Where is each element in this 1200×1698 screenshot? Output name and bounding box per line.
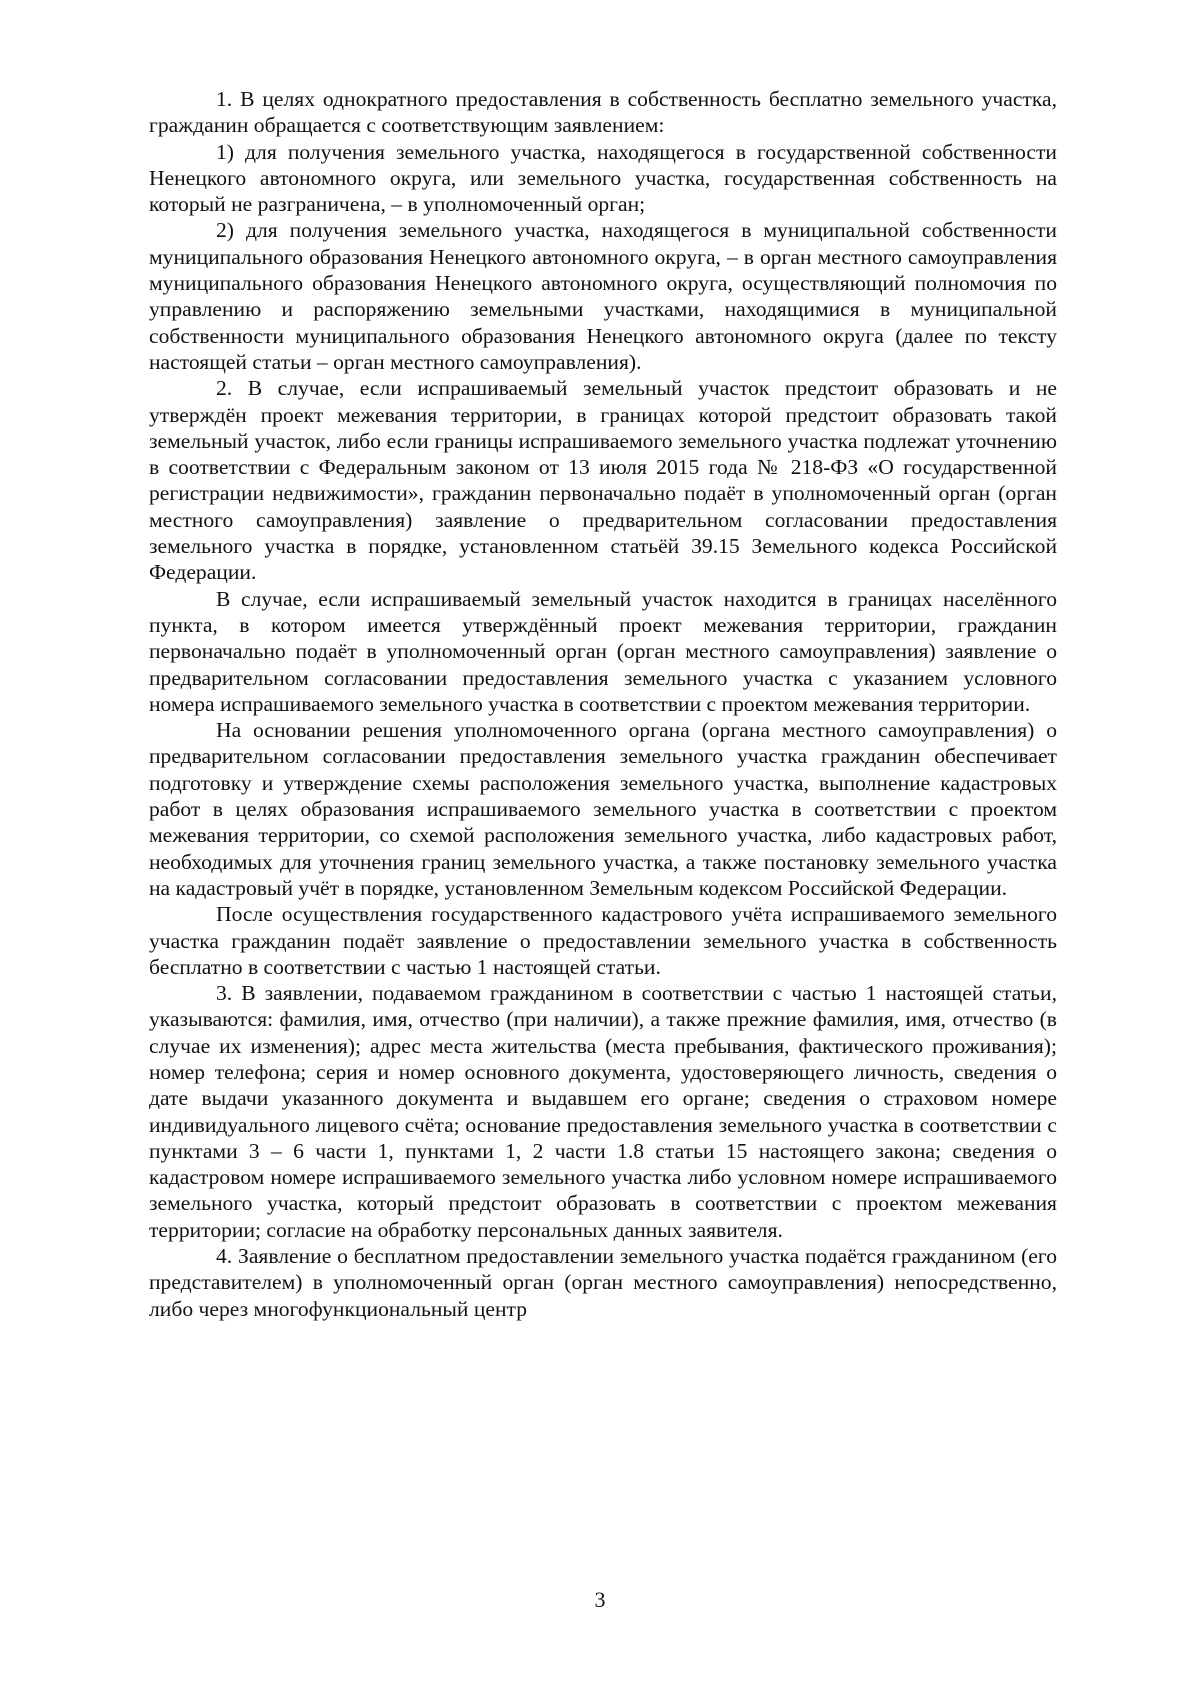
- paragraph-1-item-2: 2) для получения земельного участка, находящегося в муниципальной собственности муниципального образования Ненецкого автономного округа, – в орган местного самоуправления муниципального образования Ненецкого автономного округа, осуществляющий полномочия по управлению и распоряжению земельными участками, находящимися в муниципальной собственности муниципального образования Ненецкого автономного округа (далее по тексту настоящей статьи – орган местного самоуправления).: [149, 218, 1057, 374]
- paragraph-2-continued-c: После осуществления государственного кадастрового учёта испрашиваемого земельного участка гражданин подаёт заявление о предоставлении земельного участка в собственность бесплатно в соответствии с частью 1 настоящей статьи.: [149, 902, 1057, 979]
- paragraph-4: 4. Заявление о бесплатном предоставлении земельного участка подаётся гражданином (его представителем) в уполномоченный орган (орган местного самоуправления) непосредственно, либо через многофункциональный центр: [149, 1244, 1057, 1321]
- paragraph-3: 3. В заявлении, подаваемом гражданином в соответствии с частью 1 настоящей статьи, указываются: фамилия, имя, отчество (при наличии), а также прежние фамилия, имя, отчество (в случае их изменения); адрес места жительства (места пребывания, фактического проживания); номер телефона; серия и номер основного документа, удостоверяющего личность, сведения о дате выдачи указанного документа и выдавшем его органе; сведения о страховом номере индивидуального лицевого счёта; основание предоставления земельного участка в соответствии с пунктами 3 – 6 части 1, пунктами 1, 2 части 1.8 статьи 15 настоящего закона; сведения о кадастровом номере испрашиваемого земельного участка либо условном номере испрашиваемого земельного участка, который предстоит образовать в соответствии с проектом межевания территории; согласие на обработку персональных данных заявителя.: [149, 981, 1057, 1242]
- page-number: 3: [594, 1587, 606, 1612]
- paragraph-2-continued-b: На основании решения уполномоченного органа (органа местного самоуправления) о предварительном согласовании предоставления земельного участка гражданин обеспечивает подготовку и утверждение схемы расположения земельного участка, выполнение кадастровых работ в целях образования испрашиваемого земельного участка в соответствии с проектом межевания территории, со схемой расположения земельного участка, либо кадастровых работ, необходимых для уточнения границ земельного участка, а также постановку земельного участка на кадастровый учёт в порядке, установленном Земельным кодексом Российской Федерации.: [149, 718, 1057, 900]
- paragraph-2: 2. В случае, если испрашиваемый земельный участок предстоит образовать и не утверждён проект межевания территории, в границах которой предстоит образовать такой земельный участок, либо если границы испрашиваемого земельного участка подлежат уточнению в соответствии с Федеральным законом от 13 июля 2015 года № 218-ФЗ «О государственной регистрации недвижимости», гражданин первоначально подаёт в уполномоченный орган (орган местного самоуправления) заявление о предварительном согласовании предоставления земельного участка в порядке, установленном статьёй 39.15 Земельного кодекса Российской Федерации.: [149, 376, 1057, 585]
- paragraph-2-continued-a: В случае, если испрашиваемый земельный участок находится в границах населённого пункта, в котором имеется утверждённый проект межевания территории, гражданин первоначально подаёт в уполномоченный орган (орган местного самоуправления) заявление о предварительном согласовании предоставления земельного участка с указанием условного номера испрашиваемого земельного участка в соответствии с проектом межевания территории.: [149, 586, 1057, 716]
- paragraph-1-item-1: 1) для получения земельного участка, находящегося в государственной собственности Ненецкого автономного округа, или земельного участка, государственная собственность на который не разграничена, – в уполномоченный орган;: [149, 139, 1057, 217]
- document-body: [149, 86, 1057, 1322]
- paragraph-1: 1. В целях однократного предоставления в собственность бесплатно земельного участка, гражданин обращается с соответствующим заявлением:: [149, 87, 1057, 138]
